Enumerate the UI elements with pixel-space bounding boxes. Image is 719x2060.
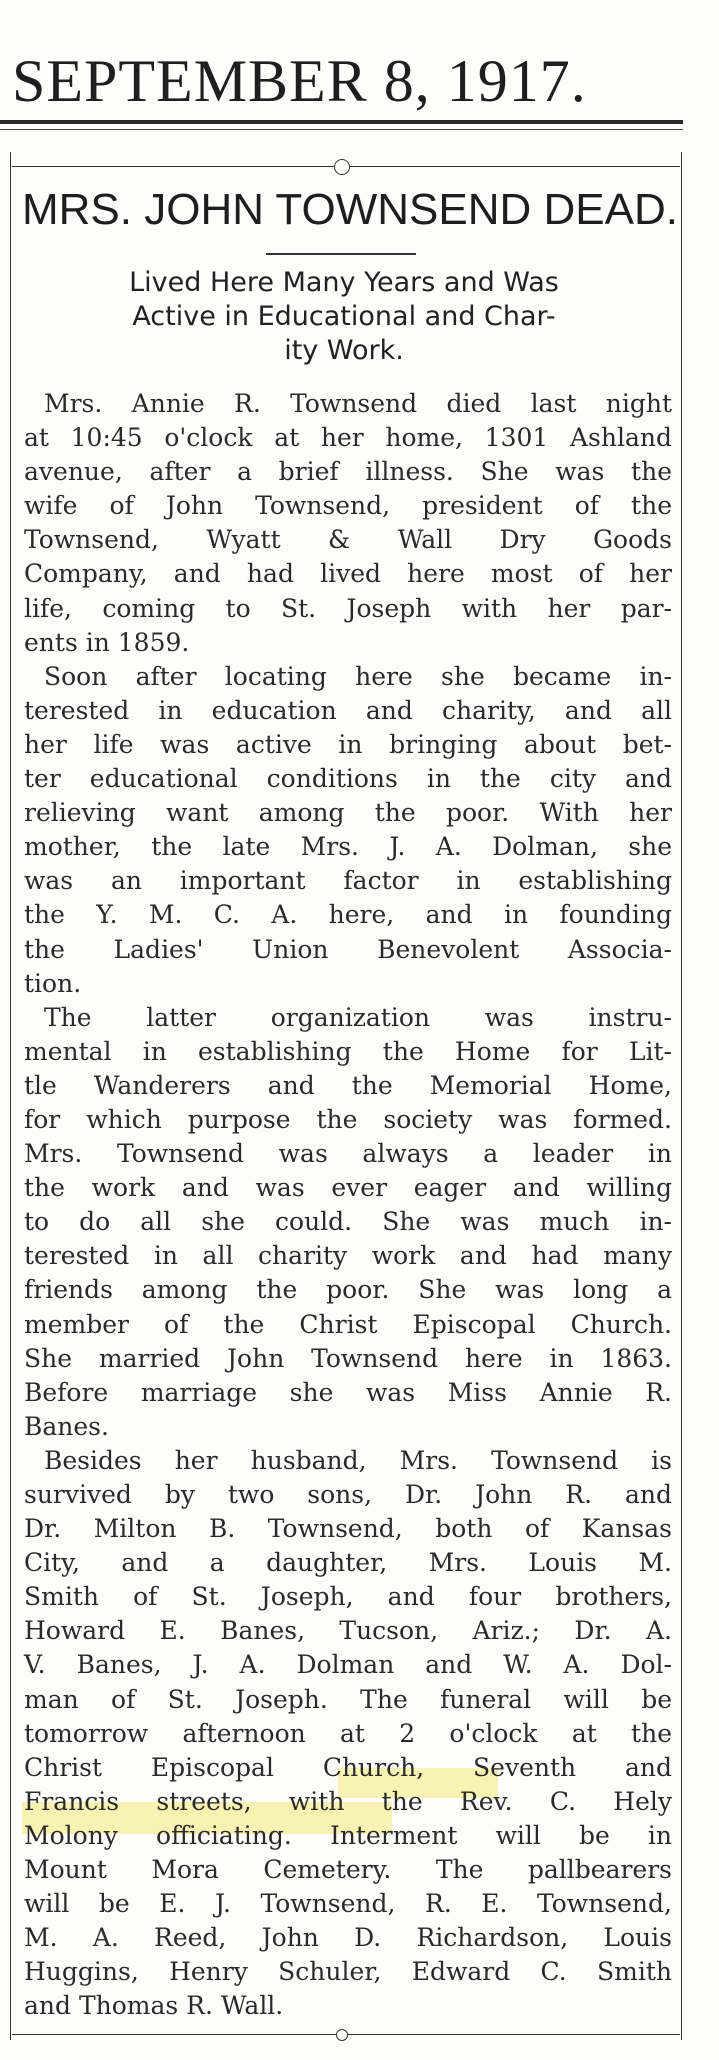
article-line: Mrs. Townsend was always a leader in <box>24 1139 672 1169</box>
masthead-rule-thick <box>0 120 683 124</box>
article-line: for which purpose the society was formed. <box>24 1104 672 1134</box>
article-line: ents in 1859. <box>24 627 190 657</box>
subhead-line: Active in Educational and Char- <box>132 301 556 332</box>
article-line: Besides her husband, Mrs. Townsend is <box>44 1445 672 1475</box>
article-line: terested in all charity work and had many <box>24 1241 672 1271</box>
article-line: to do all she could. She was much in- <box>24 1207 672 1237</box>
article-line: will be E. J. Townsend, R. E. Townsend, <box>24 1889 672 1919</box>
article-line: tion. <box>24 968 82 998</box>
article-line: terested in education and charity, and all <box>24 695 672 725</box>
masthead-date: SEPTEMBER 8, 1917. <box>12 48 587 114</box>
article-line: Huggins, Henry Schuler, Edward C. Smith <box>24 1957 672 1987</box>
article-line: Mount Mora Cemetery. The pallbearers <box>24 1855 672 1885</box>
ornament-icon <box>334 159 350 175</box>
article-line: M. A. Reed, John D. Richardson, Louis <box>24 1923 672 1953</box>
article-line: tomorrow afternoon at 2 o'clock at the <box>24 1718 672 1748</box>
article-line: Dr. Milton B. Townsend, both of Kansas <box>24 1514 672 1544</box>
article-line: life, coming to St. Joseph with her par- <box>24 593 672 623</box>
subhead-line: ity Work. <box>284 335 404 366</box>
article-line: tle Wanderers and the Memorial Home, <box>24 1070 672 1100</box>
article-line: and Thomas R. Wall. <box>24 1991 284 2021</box>
article-line: avenue, after a brief illness. She was the <box>24 457 672 487</box>
article-line: ter educational conditions in the city and <box>24 764 672 794</box>
article-line: She married John Townsend here in 1863. <box>24 1343 672 1373</box>
article-headline: MRS. JOHN TOWNSEND DEAD. <box>22 185 678 234</box>
article-line: Francis streets, with the Rev. C. Hely <box>24 1786 672 1816</box>
article-line: relieving want among the poor. With her <box>24 798 672 828</box>
article-line: at 10:45 o'clock at her home, 1301 Ashland <box>24 423 672 453</box>
article-line: survived by two sons, Dr. John R. and <box>24 1480 672 1509</box>
article-line: mother, the late Mrs. J. A. Dolman, she <box>24 832 672 862</box>
article-line: Christ Episcopal Church, Seventh and <box>24 1752 672 1782</box>
article-line: The latter organization was instru- <box>44 1002 672 1032</box>
article-line: Soon after locating here she became in- <box>44 661 672 691</box>
article-line: Banes. <box>24 1411 109 1441</box>
masthead-rule-thin <box>0 129 683 130</box>
article-subhead <box>18 266 670 368</box>
article-line: her life was active in bringing about bet- <box>24 729 672 759</box>
article-line: the Y. M. C. A. here, and in founding <box>24 900 672 930</box>
article-line: Townsend, Wyatt & Wall Dry Goods <box>24 525 672 555</box>
article-body <box>24 387 672 2024</box>
article-line: member of the Christ Episcopal Church. <box>24 1309 672 1339</box>
article-line: Molony officiating. Interment will be in <box>24 1820 672 1850</box>
article-line: was an important factor in establishing <box>24 866 672 896</box>
article-line: wife of John Townsend, president of the <box>24 491 672 521</box>
article-line: Company, and had lived here most of her <box>24 559 672 589</box>
subhead-line: Lived Here Many Years and Was <box>129 267 559 298</box>
article-line: man of St. Joseph. The funeral will be <box>24 1684 672 1714</box>
article-line: the work and was ever eager and willing <box>24 1173 672 1203</box>
bottom-ornament-icon <box>336 2029 348 2041</box>
article-line: Mrs. Annie R. Townsend died last night <box>44 389 672 418</box>
article-line: friends among the poor. She was long a <box>24 1275 672 1305</box>
headline-divider <box>266 253 416 255</box>
article-line: V. Banes, J. A. Dolman and W. A. Dol- <box>24 1650 672 1680</box>
article-line: Before marriage she was Miss Annie R. <box>24 1377 672 1407</box>
article-line: City, and a daughter, Mrs. Louis M. <box>24 1548 672 1578</box>
article-line: Howard E. Banes, Tucson, Ariz.; Dr. A. <box>24 1616 672 1646</box>
article-line: mental in establishing the Home for Lit- <box>24 1036 672 1066</box>
article-line: Smith of St. Joseph, and four brothers, <box>24 1582 672 1612</box>
article-line: the Ladies' Union Benevolent Associa- <box>24 934 672 964</box>
